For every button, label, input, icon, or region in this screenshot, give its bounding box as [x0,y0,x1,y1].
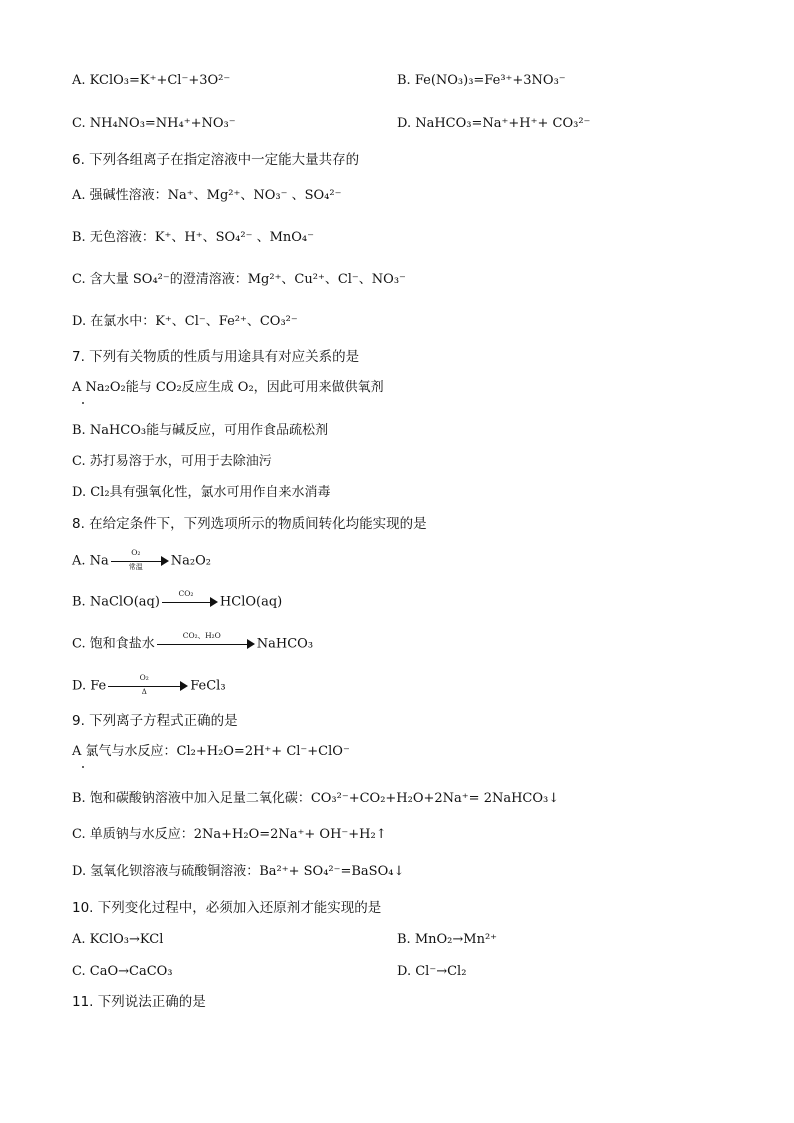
q11-stem: 11. 下列说法正确的是 [72,994,206,1010]
q7-option-d: D. Cl₂具有强氧化性，氯水可用作自来水消毒 [72,485,331,500]
q8-a-condition-bottom: 常温 [128,563,143,571]
q8-d-condition-bottom: Δ [141,688,147,696]
q10-option-c: C. CaO→CaCO₃ [72,964,173,979]
q9-option-c: C. 单质钠与水反应：2Na+H₂O=2Na⁺+ OH⁻+H₂↑ [72,827,387,842]
q5-option-d: D. NaHCO₃=Na⁺+H⁺+ CO₃²⁻ [397,116,591,131]
q7-stem: 7. 下列有关物质的性质与用途具有对应关系的是 [72,349,360,365]
q10-option-d: D. Cl⁻→Cl₂ [397,964,467,979]
q8-d-reactant: D. Fe [72,678,107,694]
q6-option-b: B. 无色溶液：K⁺、H⁺、SO₄²⁻ 、MnO₄⁻ [72,230,314,245]
q5-option-b: B. Fe(NO₃)₃=Fe³⁺+3NO₃⁻ [397,73,566,88]
q8-b-condition-top: CO₂ [178,589,194,598]
q10-stem: 10. 下列变化过程中，必须加入还原剂才能实现的是 [72,900,382,916]
q9-option-b: B. 饱和碳酸钠溶液中加入足量二氧化碳：CO₃²⁻+CO₂+H₂O+2Na⁺= 2NaHCO₃↓ [72,791,560,806]
reaction-arrow [108,673,188,696]
q8-option-c [72,631,314,654]
q6-stem: 6. 下列各组离子在指定溶液中一定能大量共存的 [72,152,360,168]
q8-a-product: Na₂O₂ [170,553,211,569]
stray-dot [82,766,84,768]
stray-dot [82,402,84,404]
q7-option-b: B. NaHCO₃能与碱反应，可用作食品疏松剂 [72,423,329,438]
q9-option-d: D. 氢氧化钡溶液与硫酸铜溶液：Ba²⁺+ SO₄²⁻=BaSO₄↓ [72,864,405,879]
q7-option-a: A Na₂O₂能与 CO₂反应生成 O₂，因此可用来做供氧剂 [72,380,384,395]
q8-d-condition-top: O₂ [139,673,149,682]
q8-c-reactant: C. 饱和食盐水 [72,636,155,652]
reaction-arrow [157,631,255,653]
q6-option-a: A. 强碱性溶液：Na⁺、Mg²⁺、NO₃⁻ 、SO₄²⁻ [72,188,342,203]
q6-option-d: D. 在氯水中：K⁺、Cl⁻、Fe²⁺、CO₃²⁻ [72,314,298,329]
q5-option-c: C. NH₄NO₃=NH₄⁺+NO₃⁻ [72,116,236,131]
q5-option-a: A. KClO₃=K⁺+Cl⁻+3O²⁻ [72,73,231,88]
q8-option-a [72,548,211,571]
q8-c-product: NaHCO₃ [256,636,314,652]
q8-option-d [72,673,226,696]
q9-stem: 9. 下列离子方程式正确的是 [72,713,238,729]
reaction-arrow [162,589,218,611]
q6-option-c: C. 含大量 SO₄²⁻的澄清溶液：Mg²⁺、Cu²⁺、Cl⁻、NO₃⁻ [72,272,406,287]
q10-option-a: A. KClO₃→KCl [72,932,164,947]
q7-option-c: C. 苏打易溶于水，可用于去除油污 [72,454,272,469]
q8-c-condition-top: CO₂、H₂O [182,631,221,640]
q8-d-product: FeCl₃ [190,678,226,694]
q8-b-product: HClO(aq) [219,594,283,610]
q10-option-b: B. MnO₂→Mn²⁺ [397,932,498,947]
q8-b-reactant: B. NaClO(aq) [72,594,160,610]
reaction-arrow [111,548,169,571]
q9-option-a: A 氯气与水反应：Cl₂+H₂O=2H⁺+ Cl⁻+ClO⁻ [72,744,350,759]
q8-a-reactant: A. Na [72,553,109,569]
q8-a-condition-top: O₂ [131,548,141,557]
q8-option-b [72,589,283,612]
q8-stem: 8. 在给定条件下，下列选项所示的物质间转化均能实现的是 [72,516,427,532]
